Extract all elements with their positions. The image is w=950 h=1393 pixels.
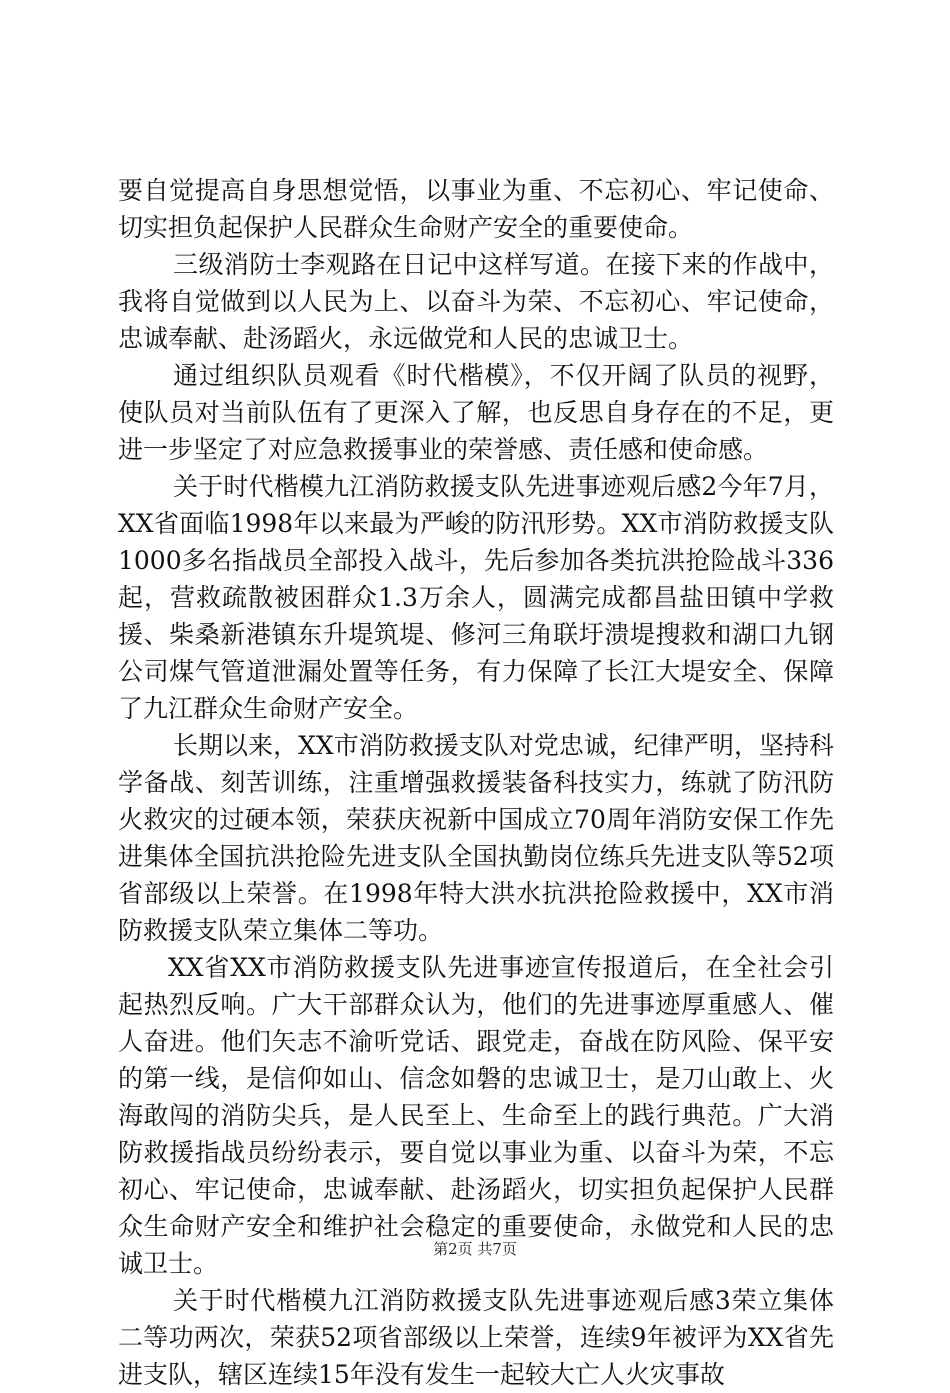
paragraph-6: XX省XX市消防救援支队先进事迹宣传报道后，在全社会引起热烈反响。广大干部群众认为，他们的先进事迹厚重感人、催人奋进。他们矢志不渝听党话、跟党走，奋战在防风险、保平安的第一线，是信仰如山、信念如磐的忠诚卫士，是刀山敢上、火海敢闯的消防尖兵，是人民至上、生命至上的践行典范。广大消防救援指战员纷纷表示，要自觉以事业为重、以奋斗为荣，不忘初心、牢记使命，忠诚奉献、赴汤蹈火，切实担负起保护人民群众生命财产安全和维护社会稳定的重要使命，永做党和人民的忠诚卫士。 bbox=[118, 953, 834, 1278]
paragraph-3: 通过组织队员观看《时代楷模》，不仅开阔了队员的视野，使队员对当前队伍有了更深入了解，也反思自身存在的不足，更进一步坚定了对应急救援事业的荣誉感、责任感和使命感。 bbox=[118, 361, 834, 464]
document-body bbox=[118, 172, 834, 1393]
paragraph-4: 关于时代楷模九江消防救援支队先进事迹观后感2今年7月，XX省面临1998年以来最为严峻的防汛形势。XX市消防救援支队1000多名指战员全部投入战斗，先后参加各类抗洪抢险战斗336起，营救疏散被困群众1.3万余人，圆满完成都昌盐田镇中学救援、柴桑新港镇东升堤筑堤、修河三角联圩溃堤搜救和湖口九钢公司煤气管道泄漏处置等任务，有力保障了长江大堤安全、保障了九江群众生命财产安全。 bbox=[118, 472, 834, 723]
paragraph-2: 三级消防士李观路在日记中这样写道。在接下来的作战中，我将自觉做到以人民为上、以奋斗为荣、不忘初心、牢记使命，忠诚奉献、赴汤蹈火，永远做党和人民的忠诚卫士。 bbox=[118, 250, 834, 353]
page-footer: 第2页 共7页 bbox=[433, 1240, 517, 1258]
paragraph-7: 关于时代楷模九江消防救援支队先进事迹观后感3荣立集体二等功两次，荣获52项省部级以上荣誉，连续9年被评为XX省先进支队，辖区连续15年没有发生一起较大亡人火灾事故 bbox=[118, 1286, 834, 1389]
paragraph-1: 要自觉提高自身思想觉悟，以事业为重、不忘初心、牢记使命、切实担负起保护人民群众生命财产安全的重要使命。 bbox=[118, 176, 834, 242]
paragraph-5: 长期以来，XX市消防救援支队对党忠诚，纪律严明，坚持科学备战、刻苦训练，注重增强救援装备科技实力，练就了防汛防火救灾的过硬本领，荣获庆祝新中国成立70周年消防安保工作先进集体全国抗洪抢险先进支队全国执勤岗位练兵先进支队等52项省部级以上荣誉。在1998年特大洪水抗洪抢险救援中，XX市消防救援支队荣立集体二等功。 bbox=[118, 731, 834, 945]
